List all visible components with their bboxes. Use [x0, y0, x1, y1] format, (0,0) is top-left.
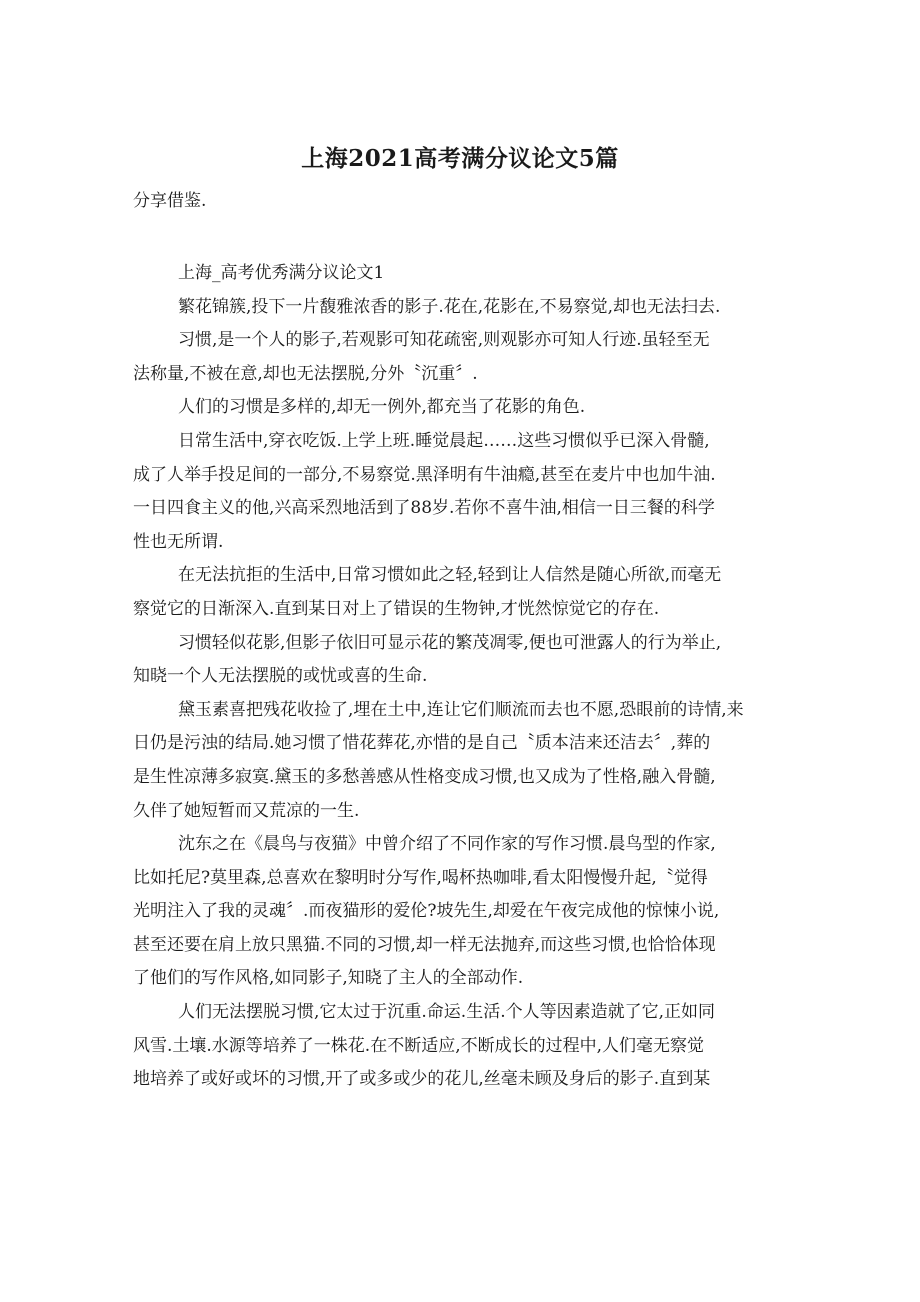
- text-line: 了他们的写作风格,如同影子,知晓了主人的全部动作.: [133, 968, 524, 989]
- essay-body: [133, 257, 813, 1097]
- text-line: 习惯轻似花影,但影子依旧可显示花的繁茂凋零,便也可泄露人的行为举止,: [178, 632, 722, 653]
- text-line: 成了人举手投足间的一部分,不易察觉.黑泽明有牛油瘾,甚至在麦片中也加牛油.: [133, 464, 716, 485]
- text-line: 比如托尼?莫里森,总喜欢在黎明时分写作,喝杯热咖啡,看太阳慢慢升起,〝觉得: [133, 867, 708, 888]
- text-line: 是生性凉薄多寂寞.黛玉的多愁善感从性格变成习惯,也又成为了性格,融入骨髓,: [133, 766, 716, 787]
- text-line: 法称量,不被在意,却也无法摆脱,分外〝沉重〞.: [133, 363, 478, 384]
- text-line: 地培养了或好或坏的习惯,开了或多或少的花儿,丝毫未顾及身后的影子.直到某: [133, 1069, 711, 1090]
- text-line: 一日四食主义的他,兴高采烈地活到了88岁.若你不喜牛油,相信一日三餐的科学: [133, 498, 715, 519]
- text-line: 日仍是污浊的结局.她习惯了惜花葬花,亦惜的是自己〝质本洁来还洁去〞,葬的: [133, 733, 711, 754]
- text-line: 风雪.土壤.水源等培养了一株花.在不断适应,不断成长的过程中,人们毫无察觉: [133, 1035, 705, 1056]
- intro-text: 分享借鉴.: [133, 191, 207, 211]
- document-title: 上海2021高考满分议论文5篇: [301, 145, 619, 172]
- text-line: 上海_高考优秀满分议论文1: [178, 263, 385, 283]
- text-line: 人们的习惯是多样的,却无一例外,都充当了花影的角色.: [178, 397, 586, 418]
- text-line: 光明注入了我的灵魂〞.而夜猫形的爱伦?坡先生,却爱在午夜完成他的惊悚小说,: [133, 901, 720, 922]
- text-line: 黛玉素喜把残花收捡了,埋在土中,连让它们顺流而去也不愿,恐眼前的诗情,来: [178, 699, 744, 720]
- text-line: 日常生活中,穿衣吃饭.上学上班.睡觉晨起……这些习惯似乎已深入骨髓,: [178, 430, 710, 451]
- text-line: 习惯,是一个人的影子,若观影可知花疏密,则观影亦可知人行迹.虽轻至无: [178, 330, 710, 351]
- text-line: 人们无法摆脱习惯,它太过于沉重.命运.生活.个人等因素造就了它,正如同: [178, 1002, 716, 1023]
- text-line: 繁花锦簇,投下一片馥雅浓香的影子.花在,花影在,不易察觉,却也无法扫去.: [178, 296, 721, 317]
- text-line: 在无法抗拒的生活中,日常习惯如此之轻,轻到让人信然是随心所欲,而毫无: [178, 565, 722, 586]
- text-line: 性也无所谓.: [133, 531, 224, 552]
- text-line: 知晓一个人无法摆脱的或忧或喜的生命.: [133, 666, 428, 687]
- text-line: 沈东之在《晨鸟与夜猫》中曾介绍了不同作家的写作习惯.晨鸟型的作家,: [178, 834, 716, 855]
- text-line: 甚至还要在肩上放只黑猫.不同的习惯,却一样无法抛弃,而这些习惯,也恰恰体现: [133, 934, 716, 955]
- text-line: 察觉它的日渐深入.直到某日对上了错误的生物钟,才恍然惊觉它的存在.: [133, 598, 660, 619]
- text-line: 久伴了她短暂而又荒凉的一生.: [133, 800, 360, 821]
